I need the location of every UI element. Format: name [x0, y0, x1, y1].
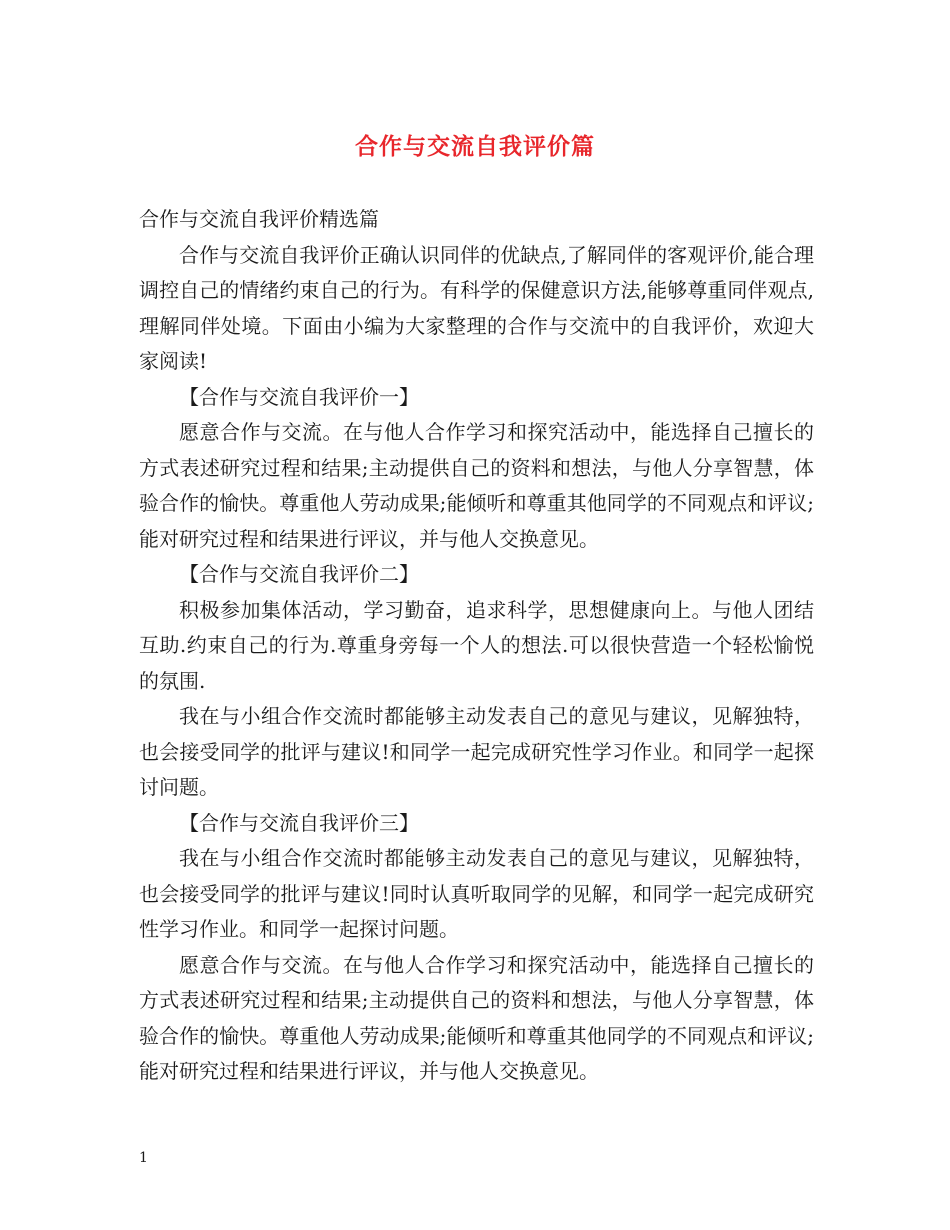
section-3-paragraph-2: 愿意合作与交流。在与他人合作学习和探究活动中，能选择自己擅长的方式表述研究过程和结果;主动提供自己的资料和想法，与他人分享智慧，体验合作的愉快。尊重他人劳动成果;能倾听和尊重其他同学的不同观点和评议;能对研究过程和结果进行评议，并与他人交换意见。: [139, 952, 814, 1083]
intro-paragraph: 合作与交流自我评价正确认识同伴的优缺点,了解同伴的客观评价,能合理调控自己的情绪约束自己的行为。有科学的保健意识方法,能够尊重同伴观点,理解同伴处境。下面由小编为大家整理的合作与交流中的自我评价，欢迎大家阅读!: [139, 242, 814, 373]
document-subtitle: 合作与交流自我评价精选篇: [139, 207, 379, 231]
section-2-paragraph-2: 我在与小组合作交流时都能够主动发表自己的意见与建议，见解独特，也会接受同学的批评与建议!和同学一起完成研究性学习作业。和同学一起探讨问题。: [139, 704, 814, 799]
page-number: 1: [139, 1150, 148, 1166]
document-body: [139, 202, 814, 1090]
section-1-paragraph-1: 愿意合作与交流。在与他人合作学习和探究活动中，能选择自己擅长的方式表述研究过程和结果;主动提供自己的资料和想法，与他人分享智慧，体验合作的愉快。尊重他人劳动成果;能倾听和尊重其他同学的不同观点和评议;能对研究过程和结果进行评议，并与他人交换意见。: [139, 420, 814, 551]
section-2-paragraph-1: 积极参加集体活动，学习勤奋，追求科学，思想健康向上。与他人团结互助.约束自己的行为.尊重身旁每一个人的想法.可以很快营造一个轻松愉悦的氛围.: [139, 597, 814, 693]
section-heading-3: 【合作与交流自我评价三】: [179, 810, 419, 835]
section-heading-2: 【合作与交流自我评价二】: [179, 562, 419, 586]
section-3-paragraph-1: 我在与小组合作交流时都能够主动发表自己的意见与建议，见解独特，也会接受同学的批评与建议!同时认真听取同学的见解，和同学一起完成研究性学习作业。和同学一起探讨问题。: [139, 846, 814, 941]
document-title: 合作与交流自我评价篇: [355, 133, 595, 160]
section-heading-1: 【合作与交流自我评价一】: [179, 384, 419, 409]
